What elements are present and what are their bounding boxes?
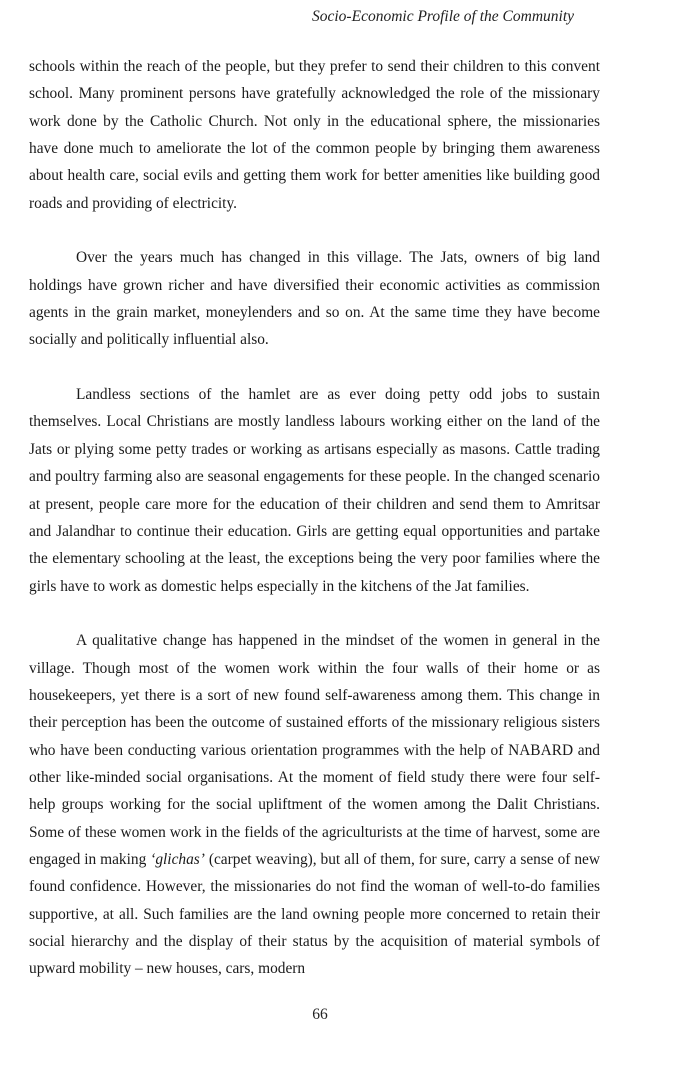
- paragraph-4-text-end: (carpet weaving), but all of them, for sure, carry a sense of new found confidence. However, the missionaries do not find the woman of well-to-do families supportive, at all. Such families are the land owning people more concerned to retain their social hierarchy and the display of their status by the acquisition of material symbols of upward mobility – new houses, cars, modern: [29, 850, 600, 978]
- paragraph-3-landless-sections: Landless sections of the hamlet are as ever doing petty odd jobs to sustain themselves. Local Christians are mostly landless labours working either on the land of the Jats or plying some petty trades or working as artisans especially as masons. Cattle trading and poultry farming also are seasonal engagements for these people. In the changed scenario at present, people care more for the education of their children and send them to Amritsar and Jalandhar to continue their education. Girls are getting equal opportunities and partake the elementary schooling at the least, the exceptions being the very poor families where the girls have to work as domestic helps especially in the kitchens of the Jat families.: [29, 386, 600, 595]
- paragraph-4-text-start: A qualitative change has happened in the mindset of the women in general in the village. Though most of the women work within the four walls of their home or as housekeepers, yet there is a sort of new found self-awareness among them. This change in their perception has been the outcome of sustained efforts of the missionary religious sisters who have been conducting various orientation programmes with the help of NABARD and other like-minded social organisations. At the moment of field study there were four self-help groups working for the social upliftment of the women among the Dalit Christians. Some of these women work in the fields of the agriculturists at the time of harvest, some are engaged in making: [29, 632, 600, 868]
- paragraph-4-women-change: [29, 627, 600, 982]
- page-body: [29, 53, 600, 983]
- paragraph-1-continued: schools within the reach of the people, but they prefer to send their children to this convent school. Many prominent persons have gratefully acknowledged the role of the missionary work done by the Catholic Church. Not only in the educational sphere, the missionaries have done much to ameliorate the lot of the common people by bringing them awareness about health care, social evils and getting them work for better amenities like building good roads and providing of electricity.: [29, 58, 600, 212]
- running-header-title: Socio-Economic Profile of the Community: [312, 8, 575, 25]
- page-number: 66: [312, 1006, 328, 1023]
- paragraph-2-jats: Over the years much has changed in this village. The Jats, owners of big land holdings have grown richer and have diversified their economic activities as commission agents in the grain market, moneylenders and so on. At the same time they have become socially and politically influential also.: [29, 249, 600, 349]
- italic-term-glichas: ‘glichas’: [150, 850, 205, 868]
